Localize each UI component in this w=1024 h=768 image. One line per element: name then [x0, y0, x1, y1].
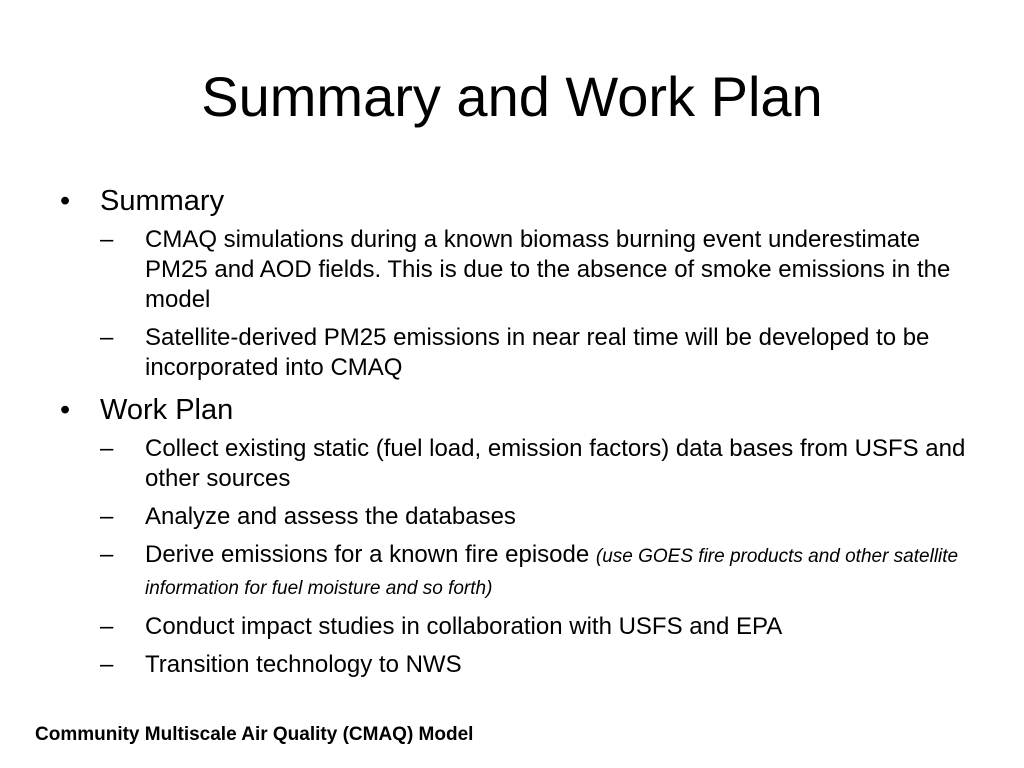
- list-item: [100, 225, 976, 315]
- item-text: Transition technology to NWS: [145, 651, 462, 678]
- slide-title: Summary and Work Plan: [201, 65, 823, 128]
- item-text: Analyze and assess the databases: [145, 503, 516, 530]
- item-text: Conduct impact studies in collaboration with USFS and EPA: [145, 613, 783, 640]
- bullet-icon: •: [60, 185, 71, 217]
- dash-icon: –: [100, 226, 114, 253]
- dash-icon: –: [100, 613, 114, 640]
- bullet-icon: •: [60, 394, 71, 426]
- list-item: [100, 612, 976, 642]
- slide-body: [56, 181, 976, 680]
- dash-icon: –: [100, 435, 114, 462]
- list-item: [100, 434, 976, 494]
- dash-icon: –: [100, 503, 114, 530]
- item-text: CMAQ simulations during a known biomass burning event underestimate PM25 and AOD fields. This is due to the absence of smoke emissions in the model: [145, 226, 951, 313]
- work-plan-items: [100, 434, 976, 680]
- list-item: [100, 502, 976, 532]
- list-item: [100, 650, 976, 680]
- section-heading: Summary: [100, 185, 225, 217]
- section-summary: [56, 181, 976, 383]
- dash-icon: –: [100, 324, 114, 351]
- dash-icon: –: [100, 651, 114, 678]
- slide-footer: Community Multiscale Air Quality (CMAQ) Model: [35, 724, 474, 745]
- item-note: (use GOES fire products and other satellite information for fuel moisture and so forth): [145, 546, 959, 599]
- dash-icon: –: [100, 541, 114, 568]
- section-work-plan: [56, 390, 976, 680]
- item-text: Satellite-derived PM25 emissions in near real time will be developed to be incorporated into CMAQ: [145, 324, 930, 381]
- summary-items: [100, 225, 976, 383]
- item-text: Collect existing static (fuel load, emission factors) data bases from USFS and other sources: [145, 435, 966, 492]
- list-item: [100, 540, 976, 604]
- item-text: Derive emissions for a known fire episode: [145, 541, 590, 568]
- list-item: [100, 323, 976, 383]
- section-heading: Work Plan: [100, 394, 234, 426]
